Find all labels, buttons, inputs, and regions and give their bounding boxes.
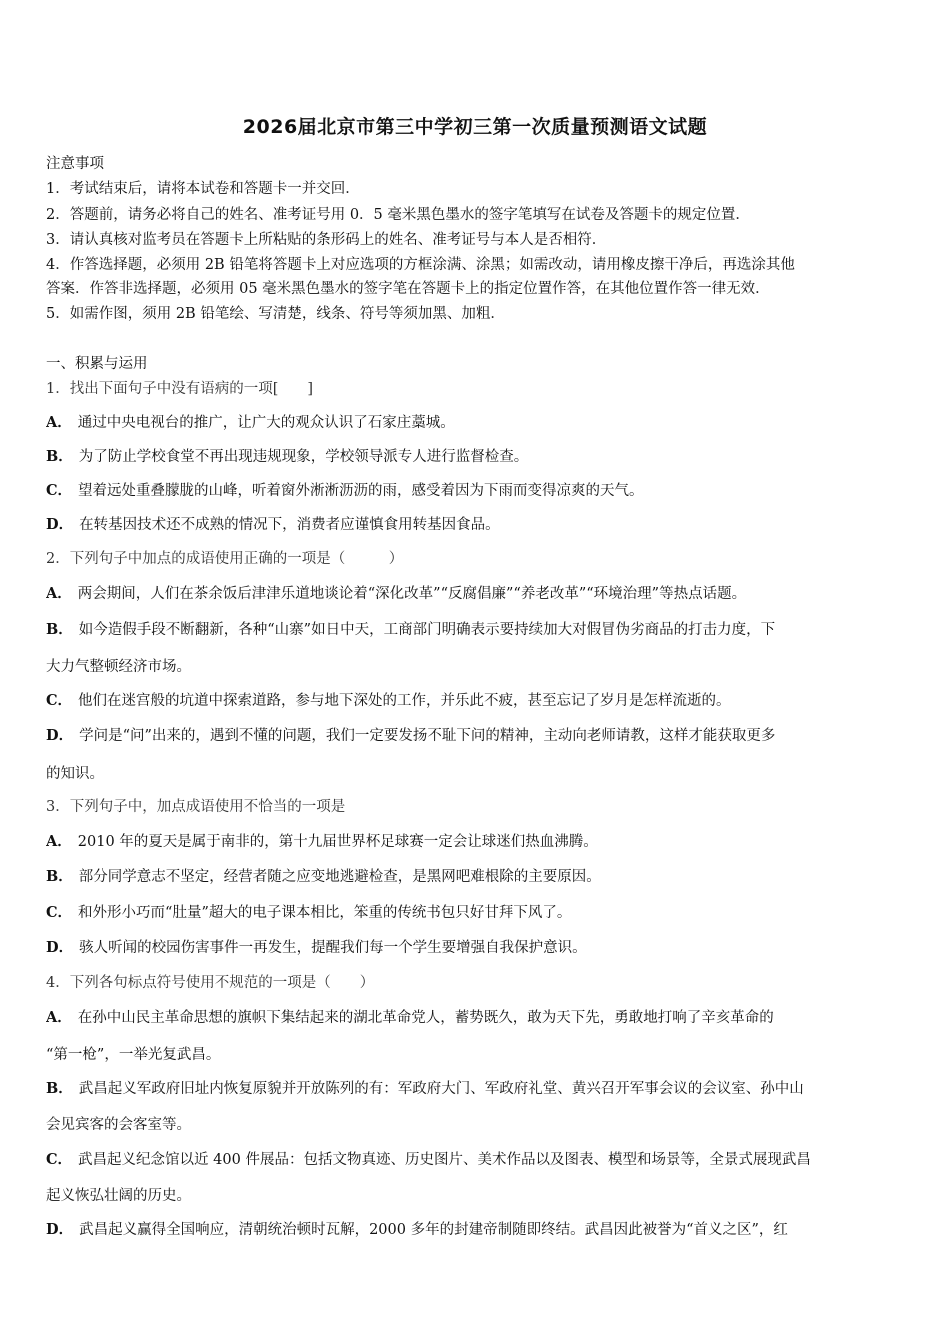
question-3-stem: 3．下列句子中，加点成语使用不恰当的一项是 (46, 799, 346, 815)
notice-item: 5．如需作图，须用 2B 铅笔绘、写清楚，线条、符号等须加黑、加粗． (46, 306, 505, 322)
question-4-option-b: B． 武昌起义军政府旧址内恢复原貌并开放陈列的有：军政府大门、军政府礼堂、黄兴召开军事会议的会议室、孙中山 (46, 1080, 804, 1097)
question-3-option-a: A． 2010 年的夏天是属于南非的，第十九届世界杯足球赛一定会让球迷们热血沸腾。 (46, 833, 598, 850)
page-title: 2026届北京市第三中学初三第一次质量预测语文试题 (242, 116, 708, 138)
notice-heading: 注意事项 (46, 156, 104, 172)
question-2-option-d: D． 学问是“问”出来的，遇到不懂的问题，我们一定要发扬不耻下问的精神，主动向老师请教，这样才能获取更多 (46, 727, 776, 744)
question-4-option-a-cont: “第一枪”，一举光复武昌。 (46, 1047, 221, 1063)
question-2-stem: 2．下列句子中加点的成语使用正确的一项是（ ） (46, 551, 404, 567)
notice-item: 答案．作答非选择题，必须用 05 毫米黑色墨水的签字笔在答题卡上的指定位置作答，在其他位置作答一律无效． (46, 281, 770, 297)
question-1-stem: 1．找出下面句子中没有语病的一项[ ] (46, 381, 314, 397)
question-2-option-b-cont: 大力气整顿经济市场。 (46, 659, 191, 675)
question-2-option-a: A． 两会期间，人们在茶余饭后津津乐道地谈论着“深化改革”“反腐倡廉”“养老改革”“环境治理”等热点话题。 (46, 585, 747, 602)
question-1-option-a: A． 通过中央电视台的推广，让广大的观众认识了石家庄藁城。 (46, 414, 455, 431)
question-2-option-c: C． 他们在迷宫般的坑道中探索道路，参与地下深处的工作，并乐此不疲，甚至忘记了岁月是怎样流逝的。 (46, 692, 731, 709)
question-1-option-c: C． 望着远处重叠朦胧的山峰，听着窗外淅淅沥沥的雨，感受着因为下雨而变得凉爽的天气。 (46, 482, 644, 499)
question-4-option-c-cont: 起义恢弘壮阔的历史。 (46, 1188, 191, 1204)
question-4-option-d: D． 武昌起义赢得全国响应，清朝统治顿时瓦解，2000 多年的封建帝制随即终结。武昌因此被誉为“首义之区”，红 (46, 1221, 788, 1238)
notice-item: 2．答题前，请务必将自己的姓名、准考证号用 0．5 毫米黑色墨水的签字笔填写在试卷及答题卡的规定位置． (46, 207, 750, 223)
question-4-option-c: C． 武昌起义纪念馆以近 400 件展品：包括文物真迹、历史图片、美术作品以及图表、模型和场景等，全景式展现武昌 (46, 1151, 811, 1168)
question-2-option-b: B． 如今造假手段不断翻新，各种“山寨”如日中天，工商部门明确表示要持续加大对假冒伪劣商品的打击力度，下 (46, 621, 776, 638)
question-4-option-a: A． 在孙中山民主革命思想的旗帜下集结起来的湖北革命党人，蓄势既久，敢为天下先，勇敢地打响了辛亥革命的 (46, 1009, 774, 1026)
notice-item: 1．考试结束后，请将本试卷和答题卡一并交回． (46, 181, 360, 197)
question-4-stem: 4．下列各句标点符号使用不规范的一项是（ ） (46, 975, 375, 991)
section-heading: 一、积累与运用 (46, 356, 148, 372)
question-1-option-d: D． 在转基因技术还不成熟的情况下，消费者应谨慎食用转基因食品。 (46, 516, 500, 533)
question-3-option-b: B． 部分同学意志不坚定，经营者随之应变地逃避检查，是黑网吧难根除的主要原因。 (46, 868, 601, 885)
notice-item: 3．请认真核对监考员在答题卡上所粘贴的条形码上的姓名、准考证号与本人是否相符． (46, 232, 607, 248)
notice-item: 4．作答选择题，必须用 2B 铅笔将答题卡上对应选项的方框涂满、涂黑；如需改动，请用橡皮擦干净后，再选涂其他 (46, 257, 795, 273)
question-1-option-b: B． 为了防止学校食堂不再出现违规现象，学校领导派专人进行监督检查。 (46, 448, 529, 465)
question-3-option-c: C． 和外形小巧而“肚量”超大的电子课本相比，笨重的传统书包只好甘拜下风了。 (46, 904, 572, 921)
question-4-option-b-cont: 会见宾客的会客室等。 (46, 1117, 191, 1133)
question-3-option-d: D． 骇人听闻的校园伤害事件一再发生，提醒我们每一个学生要增强自我保护意识。 (46, 939, 587, 956)
question-2-option-d-cont: 的知识。 (46, 766, 104, 782)
